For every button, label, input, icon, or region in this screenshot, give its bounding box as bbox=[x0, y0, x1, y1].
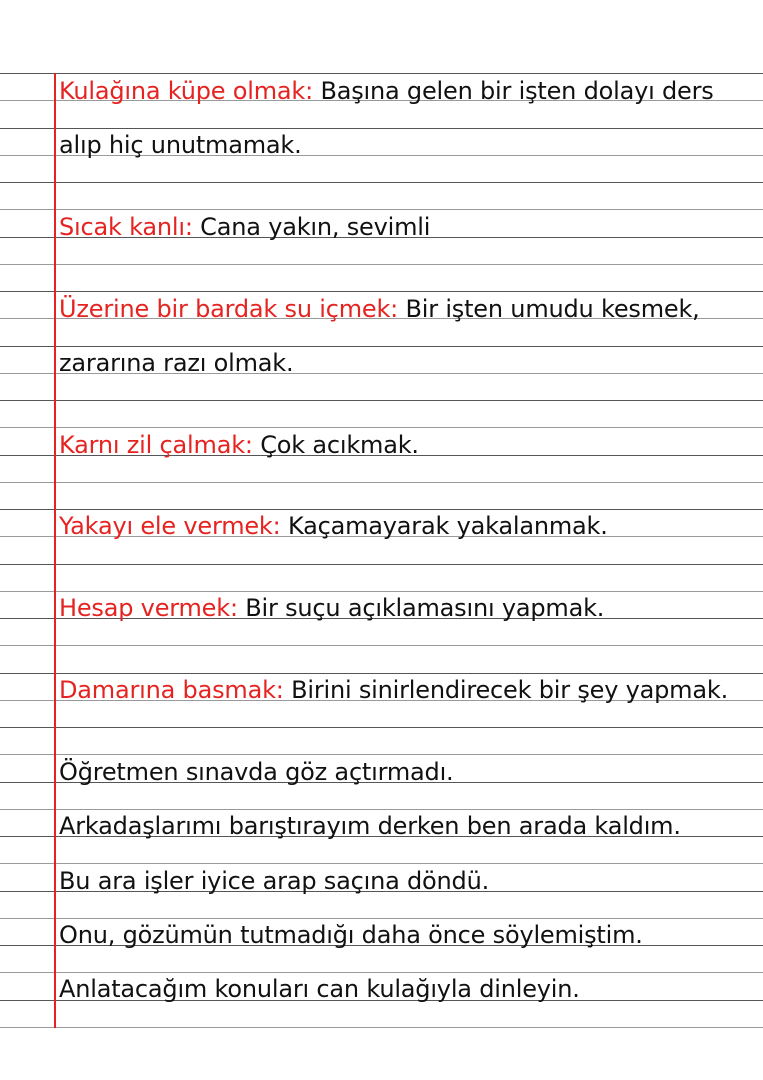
idiom-definition: Bir işten umudu kesmek, bbox=[398, 295, 700, 323]
rule-line bbox=[0, 509, 763, 510]
example-sentence: Anlatacağım konuları can kulağıyla dinleyin. bbox=[59, 975, 580, 1003]
idiom-term: Damarına basmak: bbox=[59, 676, 284, 704]
rule-line bbox=[0, 128, 763, 129]
rule-line bbox=[0, 182, 763, 183]
rule-line bbox=[0, 564, 763, 565]
idiom-definition-continued: zararına razı olmak. bbox=[59, 349, 294, 377]
idiom-entry bbox=[59, 512, 608, 540]
idiom-term: Üzerine bir bardak su içmek: bbox=[59, 295, 399, 323]
example-sentence: Bu ara işler iyice arap saçına döndü. bbox=[59, 867, 490, 895]
example-sentence: Arkadaşlarımı barıştırayım derken ben arada kaldım. bbox=[59, 812, 681, 840]
idiom-definition-continued: alıp hiç unutmamak. bbox=[59, 131, 302, 159]
rule-line bbox=[0, 73, 763, 74]
idiom-definition: Kaçamayarak yakalanmak. bbox=[280, 512, 608, 540]
idiom-definition: Başına gelen bir işten dolayı ders bbox=[313, 77, 714, 105]
rule-line bbox=[0, 645, 763, 646]
idiom-entry bbox=[59, 594, 604, 622]
idiom-entry bbox=[59, 676, 728, 704]
rule-line bbox=[0, 972, 763, 973]
idiom-definition: Bir suçu açıklamasını yapmak. bbox=[237, 594, 605, 622]
rule-line bbox=[0, 427, 763, 428]
idiom-term: Sıcak kanlı: bbox=[59, 213, 193, 241]
rule-line bbox=[0, 346, 763, 347]
rule-line bbox=[0, 482, 763, 483]
rule-line bbox=[0, 291, 763, 292]
idiom-entry bbox=[59, 431, 419, 459]
idiom-definition: Cana yakın, sevimli bbox=[192, 213, 431, 241]
example-sentence: Öğretmen sınavda göz açtırmadı. bbox=[59, 758, 454, 786]
rule-line bbox=[0, 400, 763, 401]
rule-line bbox=[0, 1027, 763, 1028]
idiom-definition: Çok acıkmak. bbox=[252, 431, 419, 459]
margin-line bbox=[54, 73, 56, 1028]
idiom-entry bbox=[59, 77, 714, 105]
rule-line bbox=[0, 809, 763, 810]
idiom-definition: Birini sinirlendirecek bir şey yapmak. bbox=[283, 676, 728, 704]
idiom-term: Kulağına küpe olmak: bbox=[59, 77, 314, 105]
idiom-term: Karnı zil çalmak: bbox=[59, 431, 253, 459]
idiom-term: Hesap vermek: bbox=[59, 594, 238, 622]
rule-line bbox=[0, 727, 763, 728]
idiom-term: Yakayı ele vermek: bbox=[59, 512, 281, 540]
example-sentence: Onu, gözümün tutmadığı daha önce söylemiştim. bbox=[59, 921, 643, 949]
rule-line bbox=[0, 209, 763, 210]
idiom-entry bbox=[59, 213, 430, 241]
rule-line bbox=[0, 863, 763, 864]
rule-line bbox=[0, 591, 763, 592]
rule-line bbox=[0, 754, 763, 755]
rule-line bbox=[0, 673, 763, 674]
rule-line bbox=[0, 918, 763, 919]
idiom-entry bbox=[59, 295, 700, 323]
rule-line bbox=[0, 264, 763, 265]
